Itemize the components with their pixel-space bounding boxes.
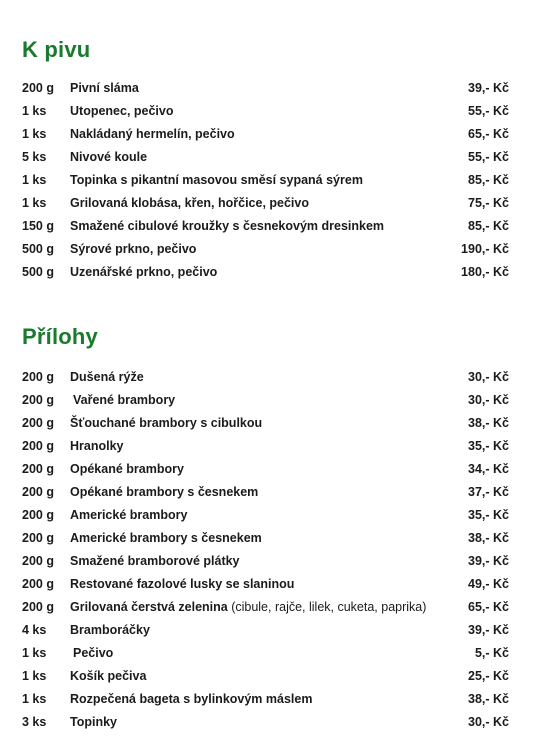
item-quantity: 150 g	[22, 219, 54, 233]
item-quantity: 1 ks	[22, 196, 47, 210]
item-quantity: 500 g	[22, 265, 54, 279]
menu-item	[0, 527, 545, 550]
menu-item	[0, 596, 545, 619]
item-price: 25,- Kč	[468, 669, 509, 683]
item-name: Pečivo	[73, 646, 114, 660]
item-quantity: 200 g	[22, 462, 54, 476]
menu-item	[0, 481, 545, 504]
item-name: Grilovaná klobása, křen, hořčice, pečivo	[70, 196, 309, 210]
item-quantity: 1 ks	[22, 692, 47, 706]
section-title-k-pivu: K pivu	[22, 37, 91, 62]
item-price: 35,- Kč	[468, 508, 509, 522]
item-quantity: 200 g	[22, 577, 54, 591]
item-quantity: 1 ks	[22, 104, 47, 118]
item-name: Uzenářské prkno, pečivo	[70, 265, 218, 279]
item-quantity: 200 g	[22, 531, 54, 545]
item-name: Opékané brambory	[70, 462, 184, 476]
item-price: 75,- Kč	[468, 196, 509, 210]
item-quantity: 200 g	[22, 600, 54, 614]
item-price: 37,- Kč	[468, 485, 509, 499]
item-name: Americké brambory s česnekem	[70, 531, 262, 545]
menu-item	[0, 215, 545, 238]
item-price: 85,- Kč	[468, 219, 509, 233]
item-price: 180,- Kč	[461, 265, 509, 279]
item-name: Restované fazolové lusky se slaninou	[70, 577, 295, 591]
menu-item	[0, 77, 545, 100]
menu-item	[0, 619, 545, 642]
item-price: 39,- Kč	[468, 623, 509, 637]
menu-item	[0, 711, 545, 734]
item-name: Pivní sláma	[70, 81, 139, 95]
item-name: Dušená rýže	[70, 370, 144, 384]
menu-item	[0, 688, 545, 711]
item-name: Vařené brambory	[73, 393, 176, 407]
item-name-with-note	[70, 596, 426, 619]
item-name: Smažené bramborové plátky	[70, 554, 240, 568]
item-price: 30,- Kč	[468, 393, 509, 407]
item-price: 65,- Kč	[468, 600, 509, 614]
item-price: 39,- Kč	[468, 81, 509, 95]
item-note: (cibule, rajče, lilek, cuketa, paprika)	[227, 600, 427, 614]
menu-item	[0, 100, 545, 123]
item-quantity: 200 g	[22, 485, 54, 499]
item-quantity: 200 g	[22, 81, 54, 95]
menu-item	[0, 412, 545, 435]
item-name: Utopenec, pečivo	[70, 104, 174, 118]
item-price: 5,- Kč	[474, 646, 509, 660]
item-price: 30,- Kč	[468, 370, 509, 384]
item-name: Smažené cibulové kroužky s česnekovým dresinkem	[70, 219, 385, 233]
item-price: 49,- Kč	[468, 577, 509, 591]
item-name: Topinky	[70, 715, 117, 729]
item-quantity: 200 g	[22, 370, 54, 384]
item-quantity: 3 ks	[22, 715, 47, 729]
item-name: Opékané brambory s česnekem	[70, 485, 259, 499]
item-price: 30,- Kč	[468, 715, 509, 729]
item-quantity: 4 ks	[22, 623, 47, 637]
item-price: 34,- Kč	[468, 462, 509, 476]
item-quantity: 1 ks	[22, 173, 47, 187]
menu-item	[0, 192, 545, 215]
item-quantity: 200 g	[22, 554, 54, 568]
item-quantity: 1 ks	[22, 646, 47, 660]
item-price: 35,- Kč	[468, 439, 509, 453]
menu-item	[0, 389, 545, 412]
menu-item	[0, 169, 545, 192]
item-price: 55,- Kč	[468, 104, 509, 118]
item-name-text: Grilovaná čerstvá zelenina	[70, 600, 228, 614]
item-price: 38,- Kč	[468, 416, 509, 430]
menu-item	[0, 366, 545, 389]
item-name: Šťouchané brambory s cibulkou	[70, 416, 263, 430]
item-price: 85,- Kč	[468, 173, 509, 187]
item-quantity: 1 ks	[22, 669, 47, 683]
item-quantity: 200 g	[22, 508, 54, 522]
item-price: 39,- Kč	[468, 554, 509, 568]
menu-item	[0, 665, 545, 688]
item-quantity: 5 ks	[22, 150, 47, 164]
menu-item	[0, 435, 545, 458]
menu-item	[0, 123, 545, 146]
item-price: 190,- Kč	[461, 242, 509, 256]
item-quantity: 200 g	[22, 439, 54, 453]
item-name: Topinka s pikantní masovou směsí sypaná sýrem	[70, 173, 363, 187]
menu-list-prilohy	[0, 366, 545, 734]
item-price: 38,- Kč	[468, 692, 509, 706]
item-price: 38,- Kč	[468, 531, 509, 545]
item-quantity: 1 ks	[22, 127, 47, 141]
menu-item	[0, 458, 545, 481]
item-name: Sýrové prkno, pečivo	[70, 242, 197, 256]
item-quantity: 200 g	[22, 393, 54, 407]
menu-item	[0, 261, 545, 284]
menu-item	[0, 504, 545, 527]
item-quantity: 500 g	[22, 242, 54, 256]
menu-item	[0, 238, 545, 261]
item-name: Rozpečená bageta s bylinkovým máslem	[70, 692, 313, 706]
menu-item	[0, 573, 545, 596]
menu-list-k-pivu	[0, 77, 545, 284]
item-name: Košík pečiva	[70, 669, 147, 683]
item-name: Americké brambory	[70, 508, 188, 522]
section-title-prilohy: Přílohy	[22, 324, 98, 349]
item-price: 65,- Kč	[468, 127, 509, 141]
item-name: Nivové koule	[70, 150, 148, 164]
menu-item	[0, 642, 545, 665]
menu-item	[0, 550, 545, 573]
item-name: Nakládaný hermelín, pečivo	[70, 127, 235, 141]
item-price: 55,- Kč	[468, 150, 509, 164]
item-name: Hranolky	[70, 439, 124, 453]
menu-item	[0, 146, 545, 169]
item-quantity: 200 g	[22, 416, 54, 430]
item-name: Bramboráčky	[70, 623, 150, 637]
